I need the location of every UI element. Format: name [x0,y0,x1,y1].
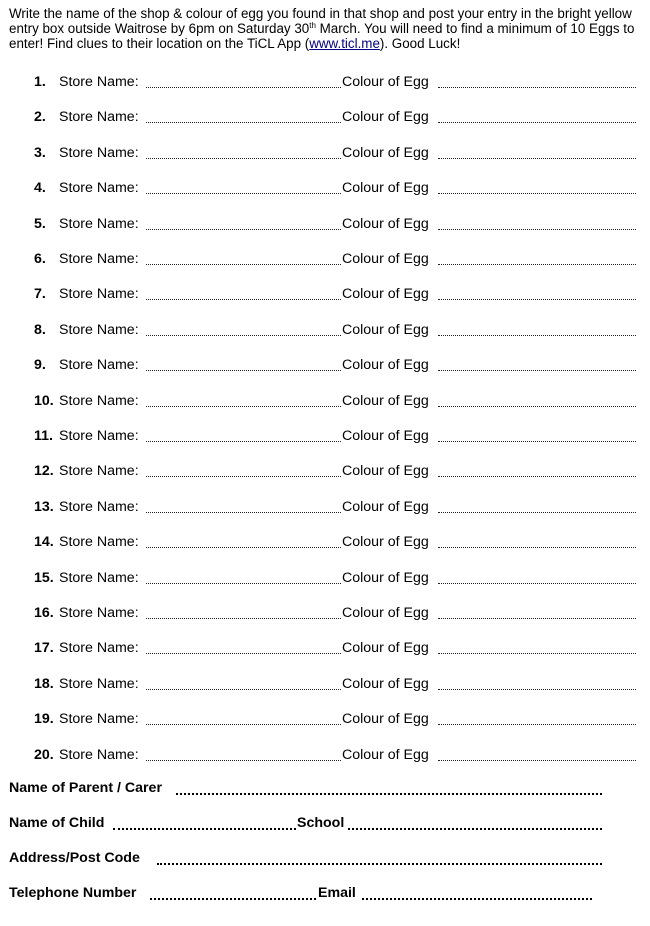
egg-colour-label: Colour of Egg [342,569,429,586]
entry-number: 14. [34,534,54,551]
child-name-field[interactable] [113,828,296,830]
store-name-label: Store Name: [59,251,139,267]
child-name-label: Name of Child [9,815,105,831]
email-label: Email [318,885,356,901]
store-name-label: Store Name: [59,428,139,444]
store-name-label: Store Name: [59,711,139,728]
entry-row [0,461,650,481]
entry-row [0,72,650,92]
egg-colour-field[interactable] [438,724,636,725]
egg-colour-label: Colour of Egg [342,711,429,728]
store-name-field[interactable] [146,370,341,371]
entry-number: 19. [34,711,54,728]
entry-row [0,532,650,552]
child-school-row [9,813,104,833]
egg-colour-label: Colour of Egg [342,109,429,126]
entry-row [0,603,650,623]
entry-number: 16. [34,605,54,621]
store-name-field[interactable] [146,689,341,690]
entry-number: 5. [34,215,46,232]
instructions-paragraph [9,6,645,51]
entry-number: 10. [34,392,54,409]
entry-row [0,284,650,304]
egg-colour-label: Colour of Egg [342,746,429,763]
entry-row [0,709,650,729]
entry-number: 8. [34,321,46,338]
entry-row [0,426,650,446]
entry-number: 13. [34,498,54,515]
store-name-field[interactable] [146,760,341,761]
egg-colour-field[interactable] [438,370,636,371]
egg-colour-field[interactable] [438,547,636,548]
egg-colour-label: Colour of Egg [342,463,429,480]
egg-colour-field[interactable] [438,229,636,230]
store-name-field[interactable] [146,335,341,336]
entry-number: 4. [34,180,46,197]
egg-colour-field[interactable] [438,618,636,619]
store-name-label: Store Name: [59,392,139,409]
store-name-field[interactable] [146,193,341,194]
store-name-field[interactable] [146,229,341,230]
parent-carer-label: Name of Parent / Carer [9,780,162,796]
store-name-label: Store Name: [59,109,139,126]
egg-colour-label: Colour of Egg [342,392,429,409]
egg-colour-field[interactable] [438,583,636,584]
entry-row [0,497,650,517]
egg-colour-field[interactable] [438,653,636,654]
egg-colour-label: Colour of Egg [342,498,429,515]
store-name-label: Store Name: [59,321,139,338]
store-name-field[interactable] [146,87,341,88]
egg-colour-label: Colour of Egg [342,251,429,267]
store-name-field[interactable] [146,583,341,584]
egg-colour-label: Colour of Egg [342,428,429,444]
store-name-field[interactable] [146,122,341,123]
entry-number: 12. [34,463,54,480]
egg-colour-label: Colour of Egg [342,534,429,551]
egg-colour-field[interactable] [438,193,636,194]
entry-row [0,391,650,411]
egg-colour-field[interactable] [438,441,636,442]
egg-colour-label: Colour of Egg [342,357,429,374]
entry-row [0,568,650,588]
store-name-field[interactable] [146,264,341,265]
entry-row [0,674,650,694]
store-name-field[interactable] [146,512,341,513]
entry-row [0,320,650,340]
store-name-field[interactable] [146,547,341,548]
store-name-label: Store Name: [59,640,139,657]
instructions-text-1: Write the name of the shop & colour of egg you found in that shop and post your entry in the bright yellow entry box outside Waitrose by 6pm on Saturday 30 [9,6,632,36]
store-name-label: Store Name: [59,569,139,586]
store-name-label: Store Name: [59,534,139,551]
telephone-label: Telephone Number [9,885,137,901]
entry-row [0,143,650,163]
instructions-text-2: March. You will need to find a minimum of 10 Eggs to enter! Find clues to their location on the TiCL App ( [9,21,635,51]
store-name-label: Store Name: [59,675,139,692]
entry-row [0,178,650,198]
egg-colour-label: Colour of Egg [342,321,429,338]
store-name-label: Store Name: [59,605,139,621]
store-name-label: Store Name: [59,180,139,197]
school-label: School [297,815,345,831]
store-name-label: Store Name: [59,746,139,763]
entry-number: 2. [34,109,46,126]
parent-carer-row [9,778,162,798]
egg-colour-field[interactable] [438,476,636,477]
egg-colour-field[interactable] [438,760,636,761]
store-name-field[interactable] [146,441,341,442]
egg-colour-label: Colour of Egg [342,180,429,197]
entry-number: 6. [34,251,46,267]
egg-colour-field[interactable] [438,264,636,265]
egg-colour-label: Colour of Egg [342,675,429,692]
store-name-label: Store Name: [59,286,139,303]
egg-colour-field[interactable] [438,406,636,407]
entry-number: 18. [34,675,54,692]
school-field[interactable] [348,828,602,830]
egg-colour-field[interactable] [438,87,636,88]
store-name-label: Store Name: [59,144,139,161]
entry-number: 20. [34,746,54,763]
telephone-email-row [9,883,136,903]
store-name-label: Store Name: [59,463,139,480]
ticl-app-link[interactable]: www.ticl.me [309,36,380,51]
store-name-field[interactable] [146,724,341,725]
store-name-label: Store Name: [59,215,139,232]
entry-number: 1. [34,74,46,90]
egg-colour-field[interactable] [438,512,636,513]
entry-row [0,249,650,269]
store-name-label: Store Name: [59,498,139,515]
telephone-field[interactable] [150,898,316,900]
egg-colour-label: Colour of Egg [342,605,429,621]
entry-number: 3. [34,144,46,161]
entry-row [0,745,650,765]
address-row [9,848,140,868]
store-name-field[interactable] [146,618,341,619]
email-field[interactable] [362,898,592,900]
egg-colour-field[interactable] [438,689,636,690]
instructions-text-3: ). Good Luck! [379,36,461,51]
school-cell [297,813,344,833]
parent-carer-field[interactable] [176,793,602,795]
entry-number: 7. [34,286,46,303]
egg-colour-label: Colour of Egg [342,286,429,303]
entry-number: 9. [34,357,46,374]
store-name-field[interactable] [146,158,341,159]
address-field[interactable] [157,863,602,865]
entry-row [0,355,650,375]
egg-colour-label: Colour of Egg [342,144,429,161]
egg-colour-field[interactable] [438,299,636,300]
egg-colour-label: Colour of Egg [342,74,429,90]
email-cell [318,883,356,903]
store-name-label: Store Name: [59,357,139,374]
entry-number: 15. [34,569,54,586]
store-name-field[interactable] [146,406,341,407]
address-label: Address/Post Code [9,850,140,866]
store-name-field[interactable] [146,476,341,477]
entry-number: 11. [34,428,53,444]
store-name-field[interactable] [146,299,341,300]
entry-row [0,638,650,658]
entry-row [0,214,650,234]
entry-number: 17. [34,640,54,657]
entry-row [0,107,650,127]
egg-colour-field[interactable] [438,158,636,159]
egg-colour-label: Colour of Egg [342,640,429,657]
store-name-label: Store Name: [59,74,139,90]
date-ordinal-suffix: th [309,21,316,30]
egg-colour-field[interactable] [438,335,636,336]
egg-colour-field[interactable] [438,122,636,123]
store-name-field[interactable] [146,653,341,654]
egg-colour-label: Colour of Egg [342,215,429,232]
